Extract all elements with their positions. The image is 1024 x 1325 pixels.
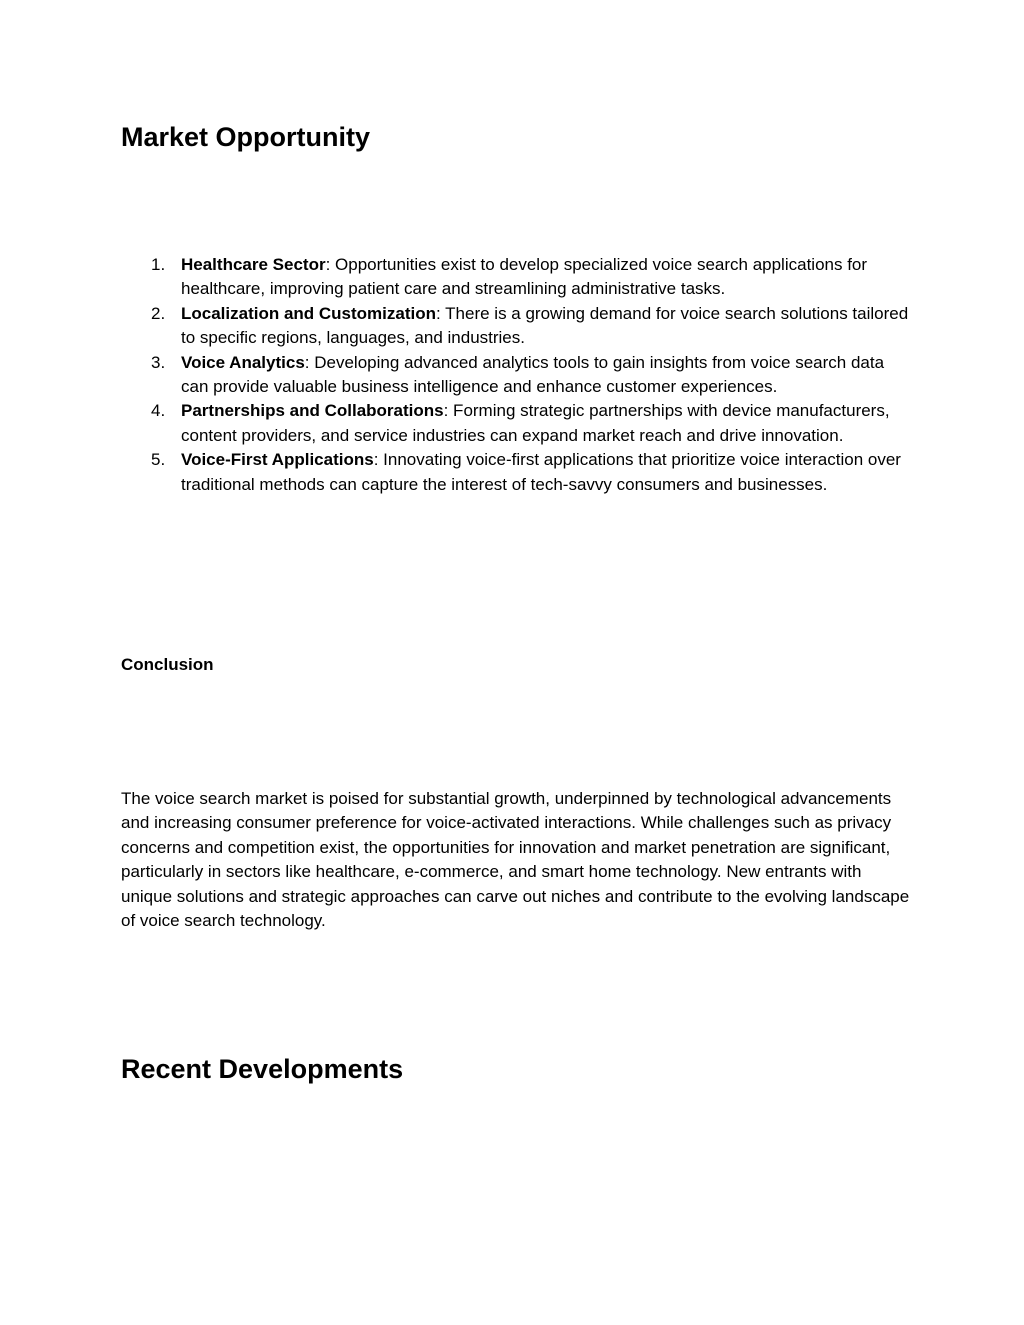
list-item-localization xyxy=(121,302,911,351)
list-item-term: Voice-First Applications xyxy=(181,450,374,470)
list-item-description: : Forming strategic partnerships with device manufacturers, content providers, and service industries can expand market reach and drive innovation. xyxy=(181,401,890,445)
heading-market-opportunity: Market Opportunity xyxy=(121,122,371,152)
list-item-number: 1. xyxy=(151,255,166,274)
list-item-term: Partnerships and Collaborations xyxy=(181,401,444,421)
list-item-term: Localization and Customization xyxy=(181,303,437,323)
list-item-term: Voice Analytics xyxy=(181,352,305,372)
list-item-number: 3. xyxy=(151,352,166,372)
list-item-description: : There is a growing demand for voice search solutions tailored to specific regions, languages, and industries. xyxy=(181,303,909,348)
list-item-partnerships xyxy=(121,399,911,448)
list-item-number: 5. xyxy=(151,450,166,470)
list-item-description: : Developing advanced analytics tools to gain insights from voice search data can provide valuable business intelligence and enhance customer experiences. xyxy=(181,352,885,397)
list-item-voice-analytics xyxy=(121,351,911,400)
conclusion-paragraph: The voice search market is poised for substantial growth, underpinned by technological advancements and increasing consumer preference for voice-activated interactions. While challenges such as privacy concerns and competition exist, the opportunities for innovation and market penetration are significant, particularly in sectors like healthcare, e-commerce, and smart home technology. New entrants with unique solutions and strategic approaches can carve out niches and contribute to the evolving landscape of voice search technology. xyxy=(121,789,910,931)
opportunity-list xyxy=(121,253,911,497)
list-item-number: 4. xyxy=(151,401,166,421)
heading-conclusion: Conclusion xyxy=(121,655,214,674)
list-item-description: : Opportunities exist to develop specialized voice search applications for healthcare, improving patient care and streamlining administrative tasks. xyxy=(181,255,868,299)
list-item-healthcare-sector xyxy=(121,253,911,302)
list-item-voice-first xyxy=(121,448,911,497)
list-item-term: Healthcare Sector xyxy=(181,255,326,274)
list-item-description: : Innovating voice-first applications that prioritize voice interaction over traditional methods can capture the interest of tech-savvy consumers and businesses. xyxy=(181,450,901,494)
heading-recent-developments: Recent Developments xyxy=(121,1054,404,1084)
list-item-number: 2. xyxy=(151,303,166,323)
